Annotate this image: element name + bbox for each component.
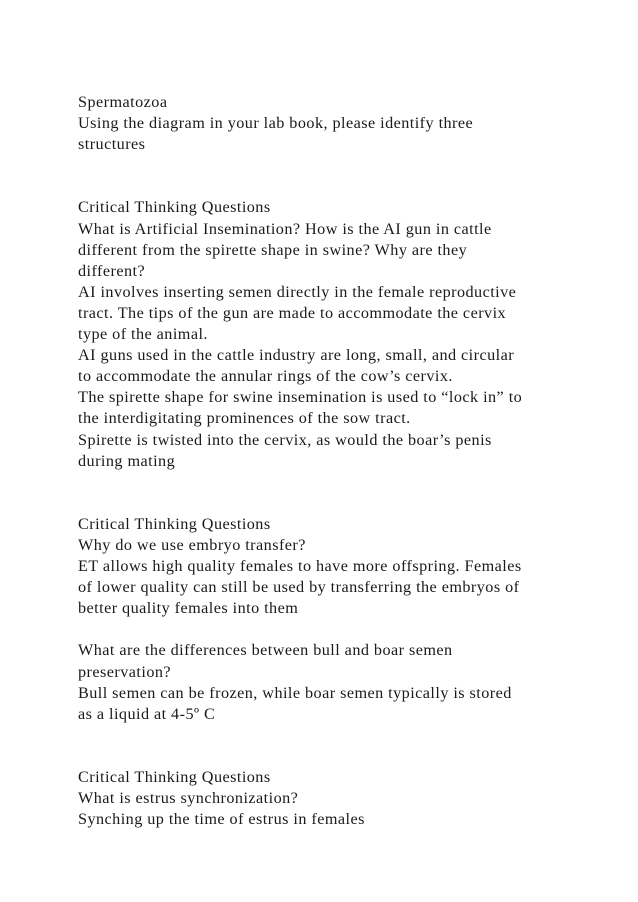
answer-line: tract. The tips of the gun are made to accommodate the cervix bbox=[78, 303, 507, 322]
answer-line: ET allows high quality females to have more offspring. Females bbox=[78, 557, 522, 576]
question-line: different? bbox=[78, 261, 146, 280]
section-heading-critical-thinking: Critical Thinking Questions bbox=[78, 514, 271, 533]
blank-line bbox=[78, 725, 598, 746]
document-text bbox=[78, 92, 598, 830]
answer-line: as a liquid at 4-5º C bbox=[78, 704, 216, 723]
answer-line: AI involves inserting semen directly in the female reproductive bbox=[78, 282, 517, 301]
blank-line bbox=[78, 472, 598, 493]
section-heading-critical-thinking: Critical Thinking Questions bbox=[78, 768, 271, 786]
answer-line: to accommodate the annular rings of the cow’s cervix. bbox=[78, 367, 453, 386]
question-line: preservation? bbox=[78, 662, 172, 681]
answer-line: during mating bbox=[78, 451, 176, 470]
answer-line: type of the animal. bbox=[78, 325, 208, 344]
question-line: structures bbox=[78, 135, 146, 154]
blank-line bbox=[78, 155, 598, 176]
blank-line bbox=[78, 493, 598, 514]
answer-line: better quality females into them bbox=[78, 599, 299, 618]
question-line: different from the spirette shape in swine? Why are they bbox=[78, 240, 468, 259]
question-line: What are the differences between bull and boar semen bbox=[78, 641, 453, 660]
blank-line bbox=[78, 619, 598, 640]
answer-line: of lower quality can still be used by transferring the embryos of bbox=[78, 578, 520, 597]
question-line: Why do we use embryo transfer? bbox=[78, 535, 306, 554]
question-line: Using the diagram in your lab book, please identify three bbox=[78, 114, 474, 133]
answer-line: Bull semen can be frozen, while boar semen typically is stored bbox=[78, 683, 512, 702]
answer-line: AI guns used in the cattle industry are long, small, and circular bbox=[78, 346, 515, 365]
answer-line: The spirette shape for swine insemination is used to “lock in” to bbox=[78, 388, 523, 407]
section-heading-critical-thinking: Critical Thinking Questions bbox=[78, 198, 271, 217]
answer-line: Spirette is twisted into the cervix, as would the boar’s penis bbox=[78, 430, 492, 449]
blank-line bbox=[78, 176, 598, 197]
blank-line bbox=[78, 746, 598, 767]
answer-line: Synching up the time of estrus in females bbox=[78, 810, 365, 829]
question-line: What is estrus synchronization? bbox=[78, 789, 299, 808]
section-heading-spermatozoa: Spermatozoa bbox=[78, 93, 168, 111]
answer-line: the interdigitating prominences of the sow tract. bbox=[78, 409, 411, 428]
question-line: What is Artificial Insemination? How is the AI gun in cattle bbox=[78, 219, 492, 238]
